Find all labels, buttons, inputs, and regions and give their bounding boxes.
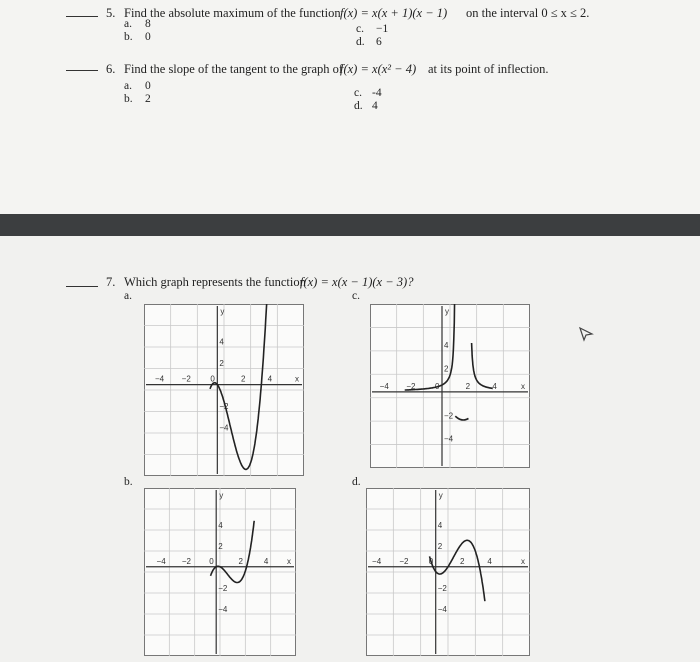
x-tick-label: 2	[241, 374, 246, 384]
answer-blank-q6[interactable]	[66, 70, 98, 71]
x-tick-label: 0	[435, 381, 440, 391]
x-axis-label: x	[521, 381, 525, 391]
y-axis-label: y	[220, 307, 225, 316]
y-tick-label: −4	[437, 604, 447, 614]
x-tick-label: 4	[267, 374, 273, 384]
q5-choice-b: 0	[145, 31, 151, 43]
x-tick-label: −4	[379, 381, 389, 391]
q6-function: f(x) = x(x² − 4)	[340, 62, 417, 76]
y-tick-label: −2	[444, 411, 454, 421]
y-tick-label: 2	[444, 364, 449, 374]
x-tick-label: −2	[406, 381, 416, 391]
q5-choice-c-label: c.	[356, 23, 364, 35]
y-axis-label: y	[438, 491, 443, 500]
option-b-label: b.	[124, 476, 133, 488]
x-axis-label: x	[287, 556, 291, 566]
q5-choice-a-label: a.	[124, 18, 132, 30]
option-a-label: a.	[124, 290, 132, 302]
q7-function: f(x) = x(x − 1)(x − 3)?	[300, 275, 414, 289]
y-tick-label: 2	[219, 359, 224, 369]
y-tick-label: −2	[219, 402, 229, 412]
q7-number: 7.	[106, 275, 116, 289]
y-tick-label: 4	[219, 337, 224, 347]
q5-choice-c: −1	[376, 23, 389, 35]
q6-stem: Find the slope of the tangent to the graph of	[124, 62, 344, 76]
x-tick-label: −2	[181, 556, 191, 566]
q6-tail: at its point of inflection.	[428, 62, 549, 76]
q6-number: 6.	[106, 62, 116, 76]
q5-choice-a: 8	[145, 18, 151, 30]
y-tick-label: 4	[444, 341, 449, 350]
y-tick-label: −4	[218, 604, 228, 614]
worksheet-page-top	[0, 0, 700, 214]
y-tick-label: 4	[218, 520, 223, 530]
y-axis-label: y	[445, 307, 449, 316]
x-tick-label: −2	[399, 556, 409, 566]
q6-choice-c-label: c.	[354, 87, 362, 99]
y-tick-label: 2	[218, 541, 223, 551]
q5-stem: Find the absolute maximum of the function	[124, 6, 341, 20]
q6-choice-b: 2	[145, 93, 151, 105]
y-tick-label: 4	[437, 520, 443, 530]
q5-function: f(x) = x(x + 1)(x − 1)	[340, 6, 448, 20]
q5-choice-b-label: b.	[124, 31, 133, 43]
x-axis-label: x	[295, 374, 299, 384]
q7-stem: Which graph represents the function	[124, 275, 306, 289]
q5-interval: on the interval 0 ≤ x ≤ 2.	[466, 6, 590, 20]
x-tick-label: 2	[238, 556, 243, 566]
x-tick-label: 4	[263, 556, 269, 566]
x-tick-label: 0	[209, 556, 214, 566]
y-tick-label: −4	[444, 434, 454, 444]
q5-choice-d-label: d.	[356, 36, 365, 48]
graph-option-b[interactable]	[144, 488, 296, 661]
x-tick-label: 0	[210, 374, 215, 384]
y-axis-label: y	[219, 491, 224, 500]
y-tick-label: −2	[218, 583, 228, 593]
option-d-label: d.	[352, 476, 361, 488]
x-tick-label: 0	[428, 556, 434, 566]
answer-blank-q5[interactable]	[66, 16, 98, 17]
x-tick-label: 2	[460, 556, 465, 566]
y-tick-label: 2	[437, 541, 443, 551]
x-tick-label: −4	[155, 374, 165, 384]
option-c-label: c.	[352, 290, 360, 302]
graph-option-a[interactable]	[144, 304, 304, 481]
answer-blank-q7[interactable]	[66, 286, 98, 287]
y-tick-label: −2	[437, 583, 447, 593]
x-tick-label: 2	[465, 381, 471, 391]
x-tick-label: 4	[487, 556, 492, 566]
graph-option-d[interactable]	[366, 488, 530, 661]
graph-option-c[interactable]	[370, 304, 530, 473]
x-tick-label: 4	[492, 381, 497, 391]
q6-choice-b-label: b.	[124, 93, 133, 105]
x-tick-label: −4	[372, 556, 382, 566]
q6-choice-c: -4	[372, 87, 382, 99]
q5-choice-d: 6	[376, 36, 382, 48]
y-tick-label: −4	[219, 423, 229, 433]
x-tick-label: −2	[181, 374, 191, 384]
x-axis-label: x	[521, 556, 525, 566]
x-tick-label: −4	[156, 556, 166, 566]
worksheet-page-bottom	[0, 236, 700, 662]
q6-choice-a: 0	[145, 80, 151, 92]
pointer-arrow-icon	[578, 326, 594, 347]
q5-number: 5.	[106, 6, 116, 20]
q6-choice-a-label: a.	[124, 80, 132, 92]
q6-choice-d: 4	[372, 100, 378, 112]
q6-choice-d-label: d.	[354, 100, 363, 112]
